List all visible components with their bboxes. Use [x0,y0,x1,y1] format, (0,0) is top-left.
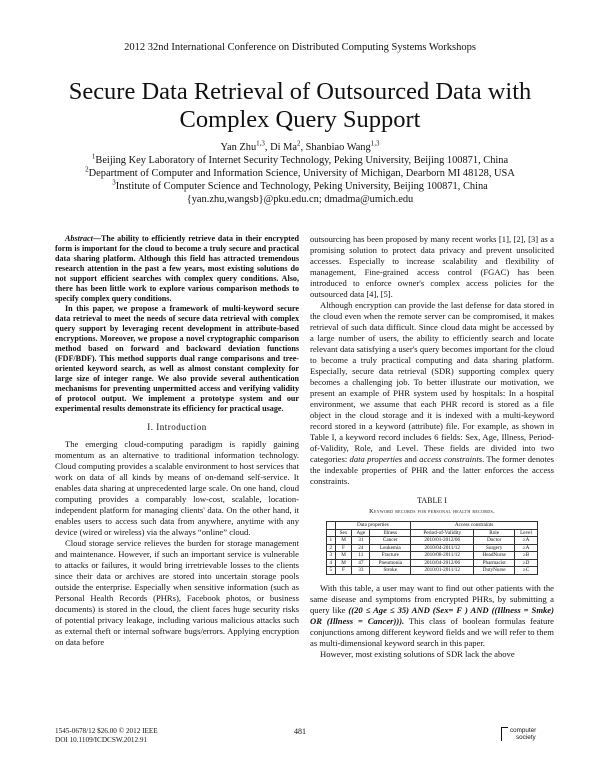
table-cell: ≥A [515,537,538,545]
table-cell: Stroke [370,567,411,575]
table-header-cell: Level [515,529,538,537]
table-cell: Doctor [474,537,515,545]
intro-paragraph-1: The emerging cloud-computing paradigm is rapidly gaining momentum as an alternative to traditional information technology. Cloud computing provides a scalable environment to host services that work on data of all kinds by means of on-demand self-service. It enables data sharing at unprecedented large scale. On one hand, cloud computing provides a comparably low-cost, scalable, location-independent platform for managing clients' data. On the other hand, it enables users to access such data from anywhere, anytime with any device (wired or wireless) via the always “online” cloud. [55,439,299,537]
footer-issn: 1545-0678/12 $26.00 © 2012 IEEE [55,727,158,735]
right-paragraph-3: With this table, a user may want to find out other patients with the same disease and symptoms from encrypted PHRs, by submitting a query like ((20 ≤ Age ≤ 35) AND (Sex= F ) AND ((Illness = Smke) OR (Illness = Cancer))). This class of boolean formulas feature conjunctions among different keyword fields and we will refer to them as multi-dimensional keyword search in this paper. [310,582,555,648]
computer-society-logo [498,724,548,746]
page-number: 481 [294,727,306,736]
table-cell: DutyNurse [474,567,515,575]
intro-paragraph-2: Cloud storage service relieves the burden for storage management and maintenance. However, if such an important service is vulnerable to attacks or failures, it would bring irretrievable losses to the clients since their data or archives are stored into uncertain storage pools outside the enterprise. Especially when sensitive information (such as Personal Health Records (PHRs), Facebook photos, or business documents) is stored in the cloud, the client faces huge security risks of potential privacy leakage, including various malicious attacks such as external theft or internal software bugs/errors. Applying encryption on data before [55,538,299,647]
table-caption-title: Keyword records for personal health records. [369,508,495,515]
table-cell: Pneumonia [370,559,411,567]
section-heading-introduction: I. Introduction [147,422,207,432]
table-row [327,567,538,575]
table-cell: 3 [327,552,336,560]
table-cell: 4 [327,559,336,567]
right-paragraph-2: Although encryption can provide the last defense for data stored in the cloud even when the remote server can be compromised, it makes retrieval of such data difficult. Since cloud data might be accessed by a large number of users, the ability to efficiently search and locate relevant data satisfying a user's query becomes important for the cloud to become a truly practical computing and data sharing platform. Especially, secure data retrieval (SDR) supporting complex query becomes a challenging job. To better illustrate our motivation, we present an example of PHR system used by hospitals: In a hospital environment, we assume that each PHR record is stored as a file object in the cloud storage and it is indexed with a multi-keyword record stored in a keyword (attribute) file. For example, as shown in Table I, a keyword record includes 6 fields: Sex, Age, Illness, Period-of-Validity, Role, and Level. These fields are divided into two categories: data properties and access constraints. The former denotes the indexable properties of PHR and the latter enforces the access constraints. [310,300,554,486]
right-paragraph-1: outsourcing has been proposed by many recent works [1], [2], [3] as a promising solution to protect data privacy and prevent unsolicited accesses. Especially to increase scalability and flexibility of management, Fine-grained access control (FGAC) has been introduced to enforce owner's complex access policies for the outsourced data [4], [5]. [310,234,554,299]
table-cell: 2010/01-2011/12 [411,567,474,575]
table-row [327,559,538,567]
table-cell: 11 [352,552,370,560]
conference-header: 2012 32nd International Conference on Distributed Computing Systems Workshops [124,42,476,53]
left-column [55,234,299,648]
logo-text: computer society [510,727,537,741]
table-cell: 5 [327,567,336,575]
title-line-1: Secure Data Retrieval of Outsourced Data with [68,78,532,105]
table-cell: 33 [352,567,370,575]
table-cell: 1 [327,537,336,545]
author-emails: {yan.zhu,wangsb}@pku.edu.cn; dmadma@umich.edu [186,194,414,205]
affiliation-2: $^2$Department of Computer and Information Science, University of Michigan, Dearborn MI 48128, USA [85,165,515,179]
table-cell: Pharmacist [474,559,515,567]
table-cell: 2010/08-2011/12 [411,552,474,560]
table-cell: ≥B [515,552,538,560]
table-group-access-constraints: Access constraints [411,522,538,530]
title-line-2: Complex Query Support [179,106,421,133]
table-group-header-row [327,522,538,530]
table-header-cell: Sex [335,529,352,537]
affiliation-3: $^3$Institute of Computer Science and Technology, Peking University, Beijing 100871, China [112,178,488,192]
table-cell: 31 [352,537,370,545]
keyword-records-table [326,521,538,575]
table-caption-number: TABLE I [417,496,447,505]
table-cell: M [335,537,352,545]
table-row [327,544,538,552]
table-cell: M [335,559,352,567]
table-cell: Leukemia [370,544,411,552]
table-cell: Fracture [370,552,411,560]
table-cell: 47 [352,559,370,567]
table-cell: F [335,567,352,575]
right-column [310,234,554,660]
table-header-row [327,529,538,537]
table-cell: 2010/01-2012/06 [411,537,474,545]
table-header-cell: Role [474,529,515,537]
table-cell: M [335,552,352,560]
table-header-cell: Illness [370,529,411,537]
table-cell: ≥C [515,567,538,575]
table-group-data-properties: Data properties [335,522,411,530]
paper-title [40,78,560,134]
author-names: Yan Zhu$^{1,3}$, Di Ma$^2$, Shanbiao Wang$^{1,3}$ [220,139,380,153]
logo-mark-icon [501,727,508,741]
author-block [40,141,560,206]
table-row [327,537,538,545]
abstract-paragraph-1: Abstract—The ability to efficiently retrieve data in their encrypted form is important for the cloud to become a truly secure and practical data sharing platform. Although this field has attracted tremendous research attention in the past a few years, most existing solutions do not support efficient searches with complex query conditions. Also, there has been little work to explore various comparison methods to specify complex query conditions. [55,234,299,303]
table-header-cell: Age [352,529,370,537]
affiliation-1: $^1$Beijing Key Laboratory of Internet Security Technology, Peking University, Beijing 100871, China [91,152,509,166]
table-cell: F [335,544,352,552]
table-cell: 2010/04-2012/06 [411,559,474,567]
table-header-cell: Period-of-Validity [411,529,474,537]
table-cell: HeadNurse [474,552,515,560]
table-header-cell [327,529,336,537]
table-row [327,552,538,560]
table-cell: 2 [327,544,336,552]
footer-doi: DOI 10.1109/ICDCSW.2012.91 [55,736,148,744]
abstract-paragraph-2: In this paper, we propose a framework of multi-keyword secure data retrieval to meet the needs of secure data retrieval with complex query support by leveraging recent development in attribute-based encryptions. Moreover, we propose a novel cryptographic comparison method based on forward and backward deviation functions (FDF/BDF). This method supports dual range comparisons and tree-oriented keyword search, as well as almost constant complexity for large size of integer range. We also provide several authentication mechanisms for preventing unpermitted access and verifying validity of protocol output. We implement a prototype system and our experimental results demonstrate its efficiency for practical usage. [55,304,299,413]
table-cell: ≥D [515,559,538,567]
table-cell: Cancer [370,537,411,545]
table-cell: 24 [352,544,370,552]
table-cell: Surgery [474,544,515,552]
table-group-empty [327,522,336,530]
right-paragraph-4: However, most existing solutions of SDR lack the above [320,648,515,659]
table-cell: ≥A [515,544,538,552]
table-cell: 2010/04-2011/12 [411,544,474,552]
